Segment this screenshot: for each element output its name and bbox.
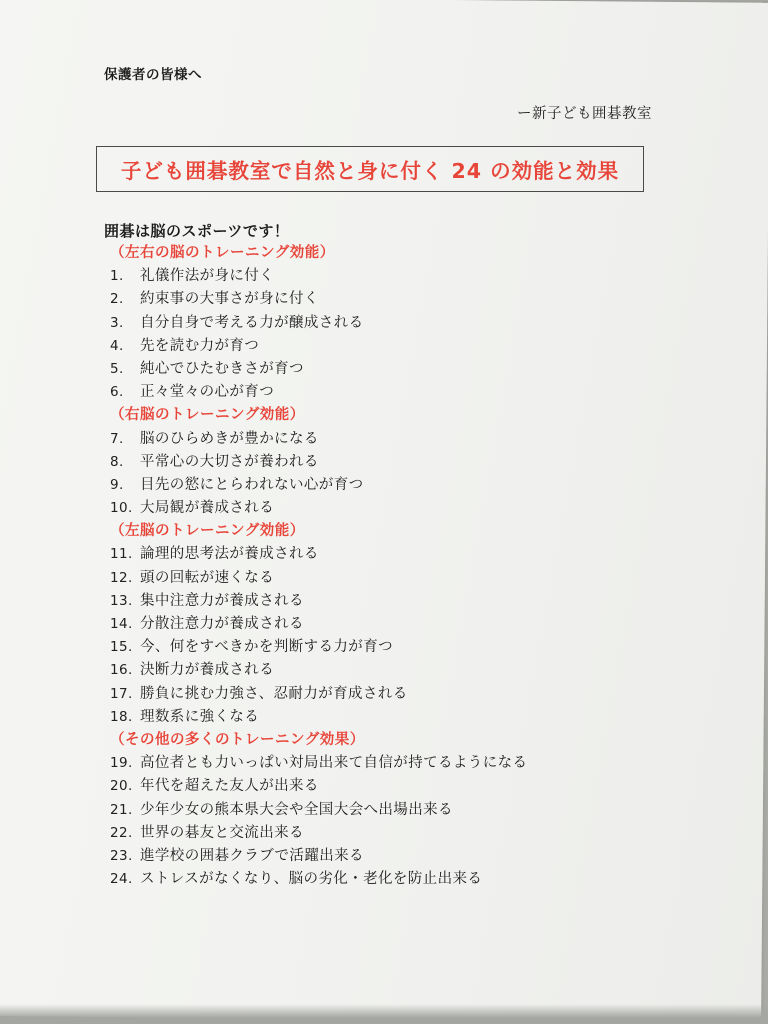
list-item-number: 24. [110, 871, 133, 888]
list-item-text: 純心でひたむきさが育つ [140, 360, 304, 377]
list-item-number: 22. [110, 824, 133, 841]
list-item-number: 3. [110, 314, 124, 331]
list-item [110, 845, 730, 868]
list-item [110, 474, 730, 497]
list-item [110, 613, 730, 636]
list-item-text: 集中注意力が養成される [140, 592, 304, 609]
list-item-number: 10. [110, 500, 133, 517]
list-item [110, 265, 730, 288]
list-item-text: 大局観が養成される [140, 500, 275, 517]
list-item [110, 497, 730, 520]
list-item-text: 決断力が養成される [140, 662, 275, 679]
list-item [110, 543, 730, 566]
list-item [110, 335, 730, 358]
list-item-text: 高位者とも力いっぱい対局出来て自信が持てるようになる [140, 755, 528, 772]
list-item-number: 5. [110, 360, 124, 377]
list-item-text: 約束事の大事さが身に付く [140, 291, 319, 308]
list-item [110, 590, 730, 613]
list-item [110, 428, 730, 451]
list-item-number: 13. [110, 592, 133, 609]
list-item [110, 683, 730, 706]
list-item [110, 567, 730, 590]
list-item-text: 平常心の大切さが養われる [140, 453, 319, 470]
list-item-text: 脳のひらめきが豊かになる [140, 430, 319, 447]
list-item-text: 年代を超えた友人が出来る [140, 778, 319, 795]
list-item-text: 勝負に挑む力強さ、忍耐力が育成される [140, 685, 408, 702]
list-item [110, 312, 730, 335]
list-item-number: 12. [110, 569, 133, 586]
list-item-text: 分散注意力が養成される [140, 616, 304, 632]
section-heading: （その他の多くのトレーニング効果） [110, 731, 365, 748]
list-item-number: 15. [110, 639, 133, 656]
list-item-text: 今、何をすべきかを判断する力が育つ [140, 639, 394, 656]
list-item-text: 正々堂々の心が育つ [140, 384, 275, 401]
list-item-number: 8. [110, 453, 124, 470]
list-item [110, 636, 730, 659]
list-item-text: 理数系に強くなる [140, 708, 260, 725]
list-item-number: 6. [110, 384, 124, 401]
list-item [110, 799, 730, 822]
list-item [110, 706, 730, 729]
list-item-number: 1. [110, 268, 124, 285]
list-item-text: 先を読む力が育つ [140, 337, 260, 354]
list-item-text: 自分自身で考える力が醸成される [140, 314, 364, 331]
list-item-number: 19. [110, 755, 133, 772]
list-item [110, 381, 730, 404]
list-item [110, 752, 730, 775]
section-heading: （左右の脳のトレーニング効能） [110, 245, 335, 261]
list-item-number: 17. [110, 685, 133, 702]
list-item-number: 16. [110, 662, 133, 679]
list-item-text: 礼儀作法が身に付く [140, 268, 275, 285]
list-item-number: 4. [110, 337, 124, 354]
list-item-text: 目先の慾にとらわれない心が育つ [140, 476, 364, 493]
list-item-number: 21. [110, 801, 133, 818]
list-item [110, 288, 730, 311]
document-title: 子ども囲碁教室で自然と身に付く 24 の効能と効果 [120, 159, 620, 183]
list-item-number: 2. [110, 291, 124, 308]
signature-line: ー新子ども囲碁教室 [517, 106, 652, 122]
list-item [110, 775, 730, 798]
intro-line: 囲碁は脳のスポーツです！ [104, 222, 290, 240]
section-heading: （右脳のトレーニング効能） [110, 407, 305, 424]
list-item-number: 14. [110, 616, 133, 632]
list-item-text: 論理的思考法が養成される [140, 546, 319, 563]
list-item-text: 頭の回転が速くなる [140, 569, 275, 586]
list-item-number: 18. [110, 708, 133, 725]
list-item [110, 451, 730, 474]
list-item-text: 進学校の囲碁クラブで活躍出来る [140, 847, 364, 864]
list-item-number: 9. [110, 476, 124, 493]
list-item-text: ストレスがなくなり、脳の劣化・老化を防止出来る [140, 871, 483, 888]
title-box [96, 146, 644, 192]
benefits-list [110, 242, 730, 891]
list-item-number: 11. [110, 546, 133, 563]
list-item-number: 7. [110, 430, 124, 447]
list-item-number: 23. [110, 847, 133, 864]
list-item-number: 20. [110, 778, 133, 795]
greeting-line: 保護者の皆様へ [104, 67, 202, 83]
list-item-text: 少年少女の熊本県大会や全国大会へ出場出来る [140, 801, 453, 818]
section-heading: （左脳のトレーニング効能） [110, 523, 305, 540]
list-item-text: 世界の碁友と交流出来る [140, 824, 304, 841]
list-item [110, 822, 730, 845]
list-item [110, 868, 730, 891]
list-item [110, 358, 730, 381]
list-item [110, 659, 730, 682]
